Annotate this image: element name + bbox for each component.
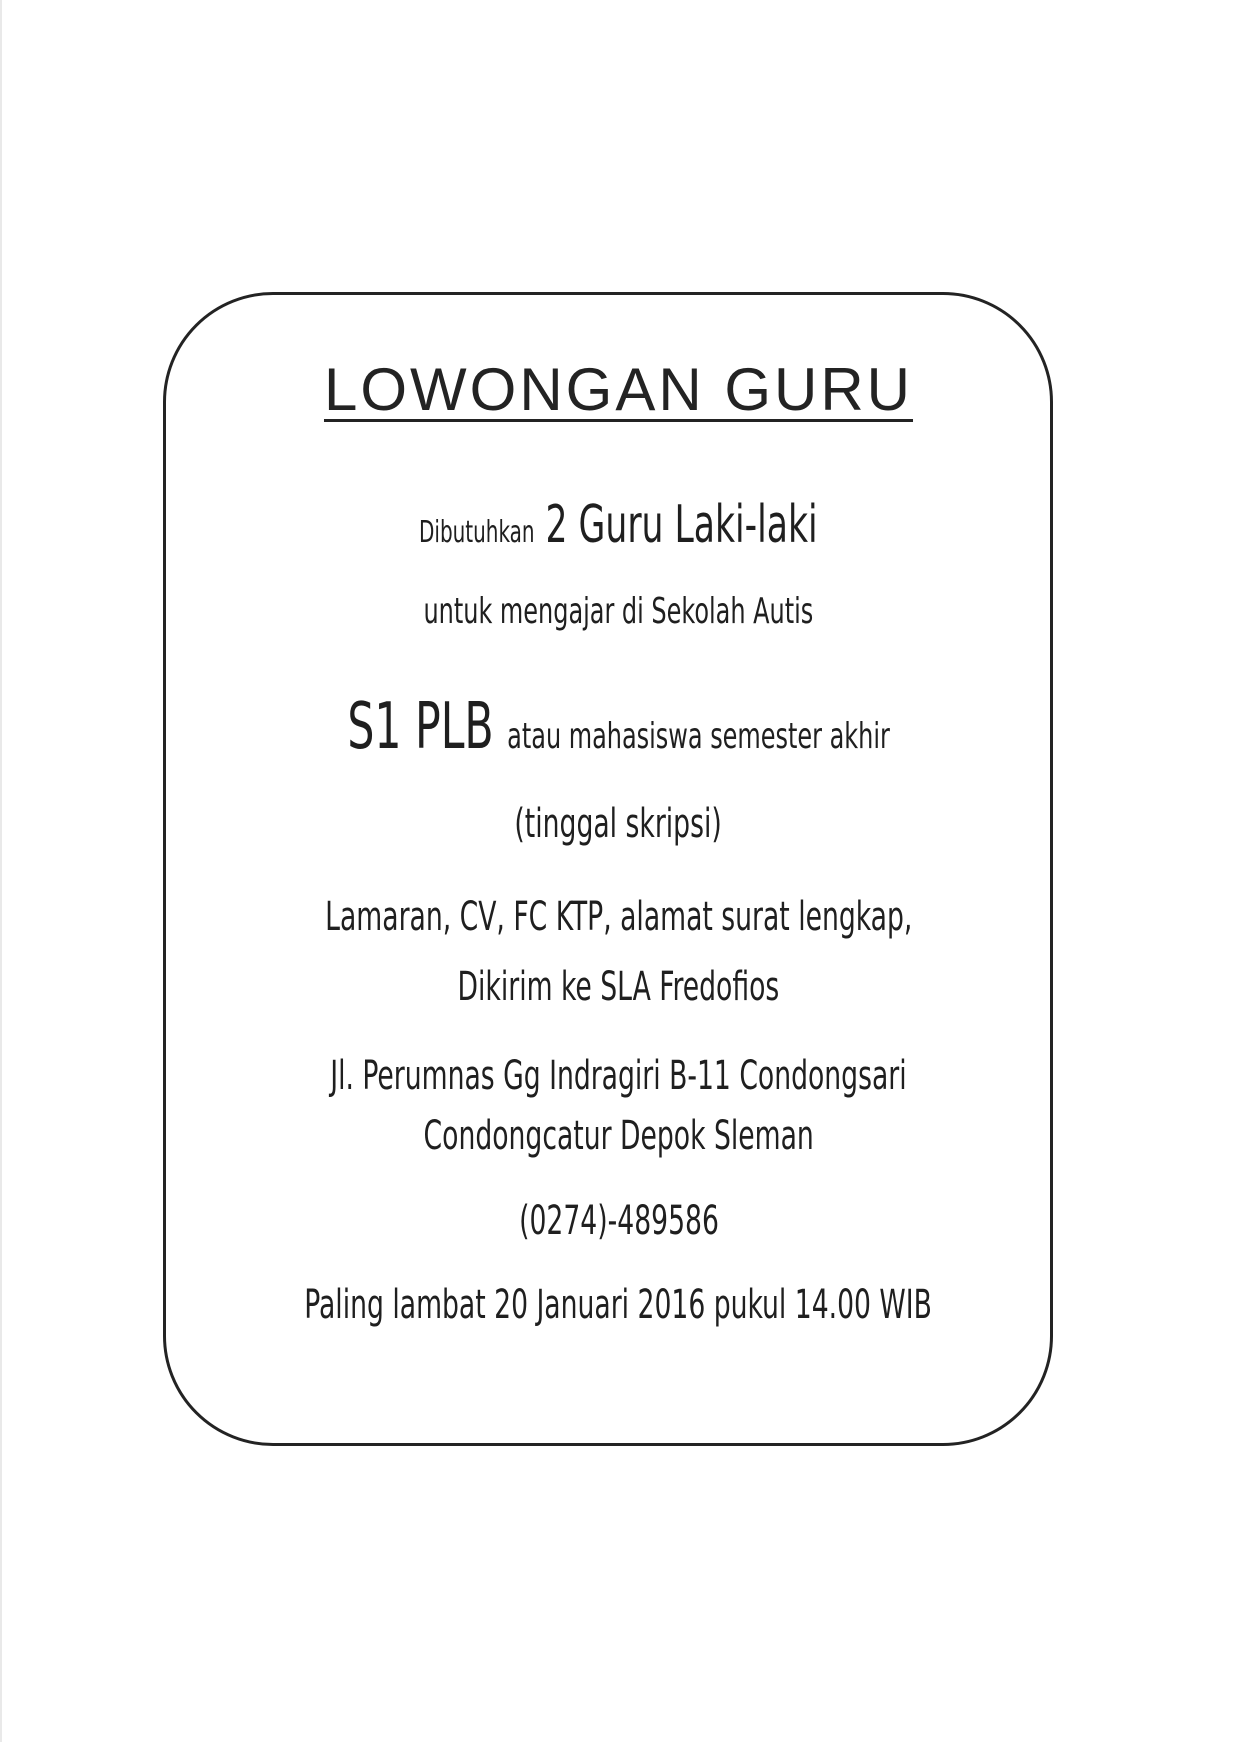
need-line: [0, 495, 1237, 563]
deadline-text: Paling lambat 20 Januari 2016 pukul 14.00 WIB: [304, 1282, 933, 1328]
degree-alt: atau mahasiswa semester akhir: [507, 716, 890, 757]
documents-text: Lamaran, CV, FC KTP, alamat surat lengkap,: [324, 894, 913, 940]
degree-main: S1 PLB: [347, 690, 494, 764]
deadline-line: [0, 1281, 1237, 1329]
phone-line: [0, 1197, 1237, 1245]
poster-title-text: LOWONGAN GURU: [323, 356, 914, 423]
rounded-border-frame: [163, 292, 1053, 1446]
degree-note-line: [0, 800, 1237, 848]
need-prefix: Dibutuhkan: [419, 515, 535, 550]
degree-note: (tinggal skripsi): [514, 801, 723, 847]
send-to-text: Dikirim ke SLA Fredofios: [457, 964, 780, 1010]
address-line-2: [0, 1112, 1237, 1160]
address-line-1: [0, 1052, 1237, 1100]
scan-edge: [0, 0, 2, 1742]
poster-title: [0, 355, 1237, 425]
degree-line: [0, 690, 1237, 774]
send-to-line: [0, 963, 1237, 1011]
address-line-2-text: Condongcatur Depok Sleman: [423, 1113, 814, 1159]
address-line-1-text: Jl. Perumnas Gg Indragiri B-11 Condongsari: [330, 1053, 907, 1099]
need-main: 2 Guru Laki-laki: [545, 495, 818, 555]
purpose-line: [0, 590, 1237, 634]
purpose-text: untuk mengajar di Sekolah Autis: [423, 591, 814, 632]
documents-line: [0, 893, 1237, 941]
phone-text: (0274)-489586: [518, 1198, 719, 1244]
